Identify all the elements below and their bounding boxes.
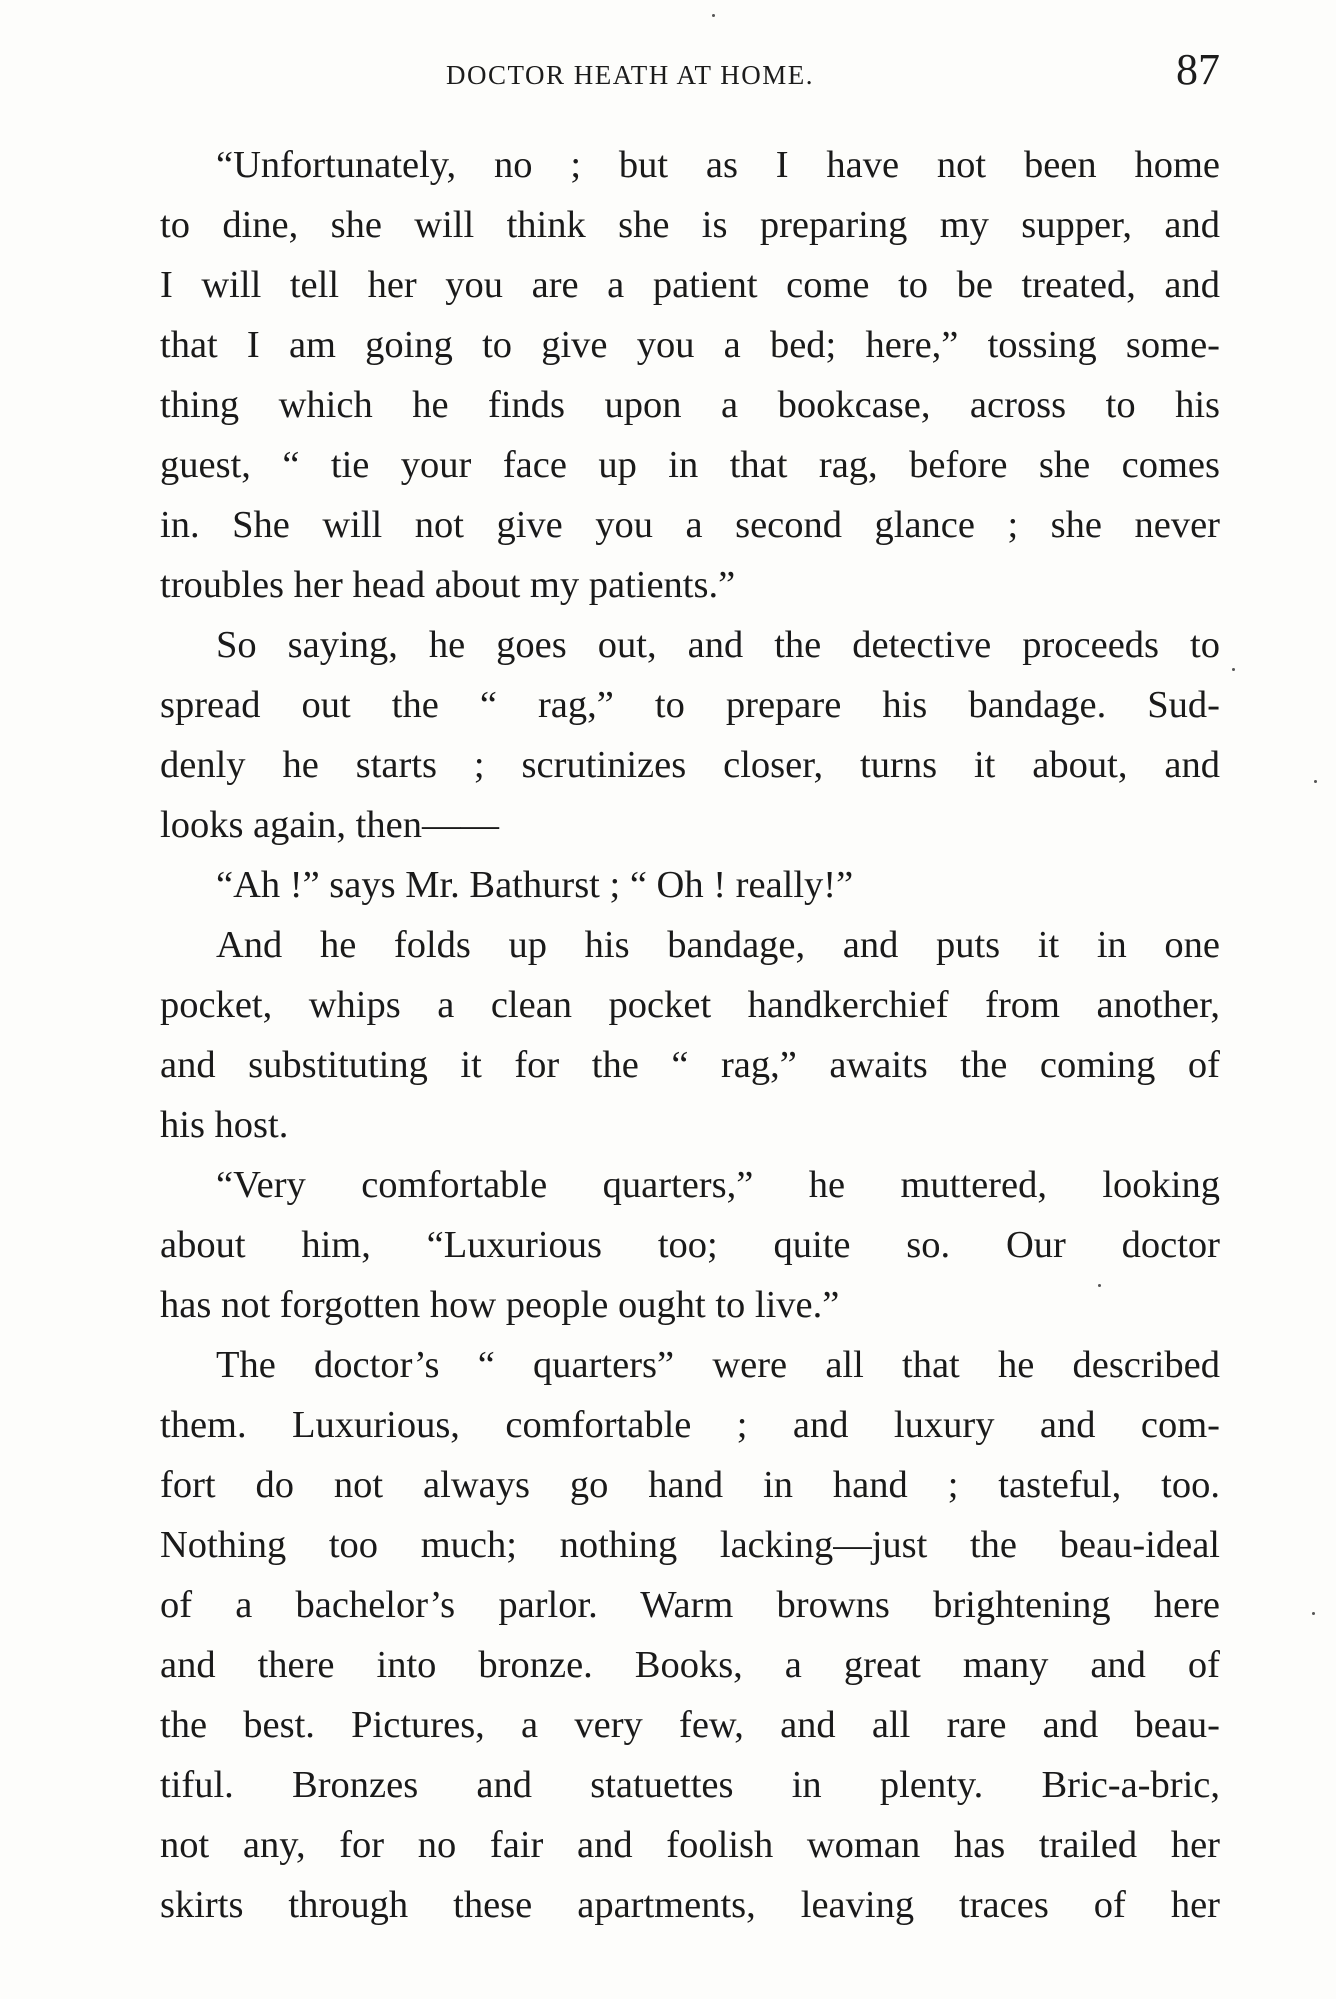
- text-line: not any, for no fair and foolish woman has trailed her: [160, 1824, 1220, 1866]
- paper-speck: [1312, 1612, 1315, 1615]
- text-line: skirts through these apartments, leaving traces of her: [160, 1884, 1220, 1926]
- text-line: I will tell her you are a patient come to be treated, and: [160, 264, 1220, 306]
- text-line: And he folds up his bandage, and puts it in one: [216, 924, 1220, 966]
- text-line: spread out the “ rag,” to prepare his bandage. Sud-: [160, 684, 1220, 726]
- text-line: troubles her head about my patients.”: [160, 564, 736, 606]
- text-line: “Unfortunately, no ; but as I have not been home: [216, 144, 1220, 186]
- text-line: and there into bronze. Books, a great many and of: [160, 1644, 1220, 1686]
- running-header: [160, 44, 1220, 104]
- text-line: “Ah !” says Mr. Bathurst ; “ Oh ! really!”: [216, 864, 854, 906]
- text-line: pocket, whips a clean pocket handkerchief from another,: [160, 984, 1220, 1026]
- paragraph-4: [160, 915, 1220, 1155]
- text-line: to dine, she will think she is preparing my supper, and: [160, 204, 1220, 246]
- text-line: of a bachelor’s parlor. Warm browns brightening here: [160, 1584, 1220, 1626]
- body-text: [160, 135, 1220, 1935]
- paper-speck: [1232, 668, 1235, 671]
- text-line: his host.: [160, 1104, 289, 1146]
- running-title: DOCTOR HEATH AT HOME.: [446, 60, 815, 90]
- text-line: fort do not always go hand in hand ; tasteful, too.: [160, 1464, 1220, 1506]
- text-line: and substituting it for the “ rag,” awaits the coming of: [160, 1044, 1220, 1086]
- text-line: “Very comfortable quarters,” he muttered, looking: [216, 1164, 1220, 1206]
- text-line: that I am going to give you a bed; here,” tossing some-: [160, 324, 1220, 366]
- paper-speck: [712, 14, 715, 17]
- paper-speck: [1098, 1284, 1101, 1287]
- paragraph-2: [160, 615, 1220, 855]
- text-line: tiful. Bronzes and statuettes in plenty. Bric-a-bric,: [160, 1764, 1220, 1806]
- text-line: has not forgotten how people ought to live.”: [160, 1284, 840, 1326]
- text-line: them. Luxurious, comfortable ; and luxury and com-: [160, 1404, 1220, 1446]
- text-line: about him, “Luxurious too; quite so. Our doctor: [160, 1224, 1220, 1266]
- text-line: guest, “ tie your face up in that rag, before she comes: [160, 444, 1220, 486]
- paragraph-1: [160, 135, 1220, 615]
- paragraph-6: [160, 1335, 1220, 1935]
- text-line: thing which he finds upon a bookcase, across to his: [160, 384, 1220, 426]
- text-line: denly he starts ; scrutinizes closer, turns it about, and: [160, 744, 1220, 786]
- text-line: So saying, he goes out, and the detective proceeds to: [216, 624, 1220, 666]
- text-line: the best. Pictures, a very few, and all rare and beau-: [160, 1704, 1220, 1746]
- paper-speck: [1314, 780, 1317, 783]
- text-line: in. She will not give you a second glance ; she never: [160, 504, 1220, 546]
- page-number: 87: [1176, 45, 1220, 94]
- paragraph-3: [160, 855, 1220, 915]
- paragraph-5: [160, 1155, 1220, 1335]
- text-line: looks again, then——: [160, 804, 499, 846]
- text-line: Nothing too much; nothing lacking—just the beau-ideal: [160, 1524, 1220, 1566]
- text-line: The doctor’s “ quarters” were all that he described: [216, 1344, 1220, 1386]
